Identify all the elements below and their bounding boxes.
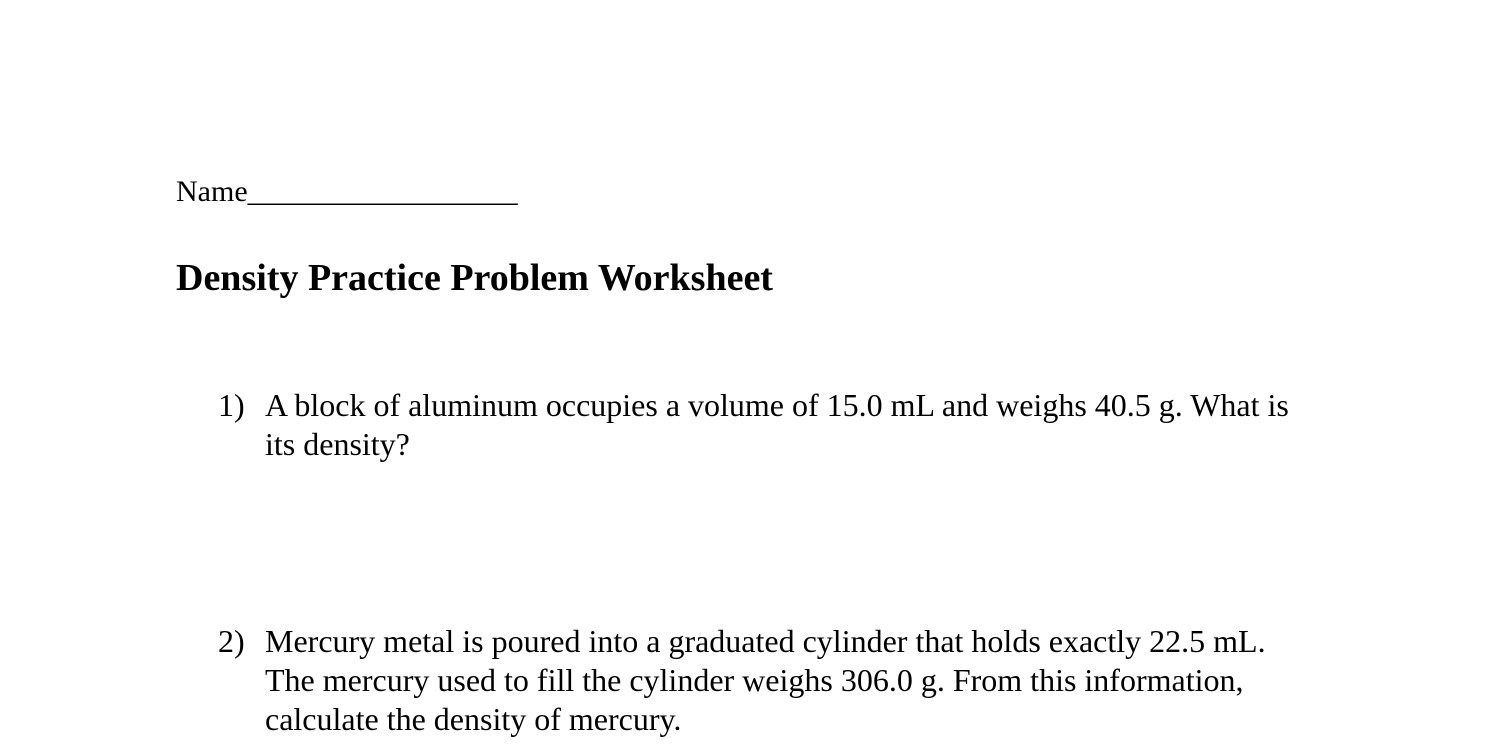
problem-number: 2) [218,623,245,659]
problem-text: Mercury metal is poured into a graduated cylinder that holds exactly 22.5 mL. The mercury used to fill the cylinder weighs 306.0 g. From this information, calculate the density of mercury. [265,623,1266,737]
problem-item [218,622,1298,739]
problem-text: A block of aluminum occupies a volume of 15.0 mL and weighs 40.5 g. What is its density? [265,387,1289,462]
problem-number: 1) [218,387,245,423]
problem-item [218,386,1298,464]
page-title: Density Practice Problem Worksheet [176,257,773,299]
name-field-line: Name__________________ [176,175,518,208]
